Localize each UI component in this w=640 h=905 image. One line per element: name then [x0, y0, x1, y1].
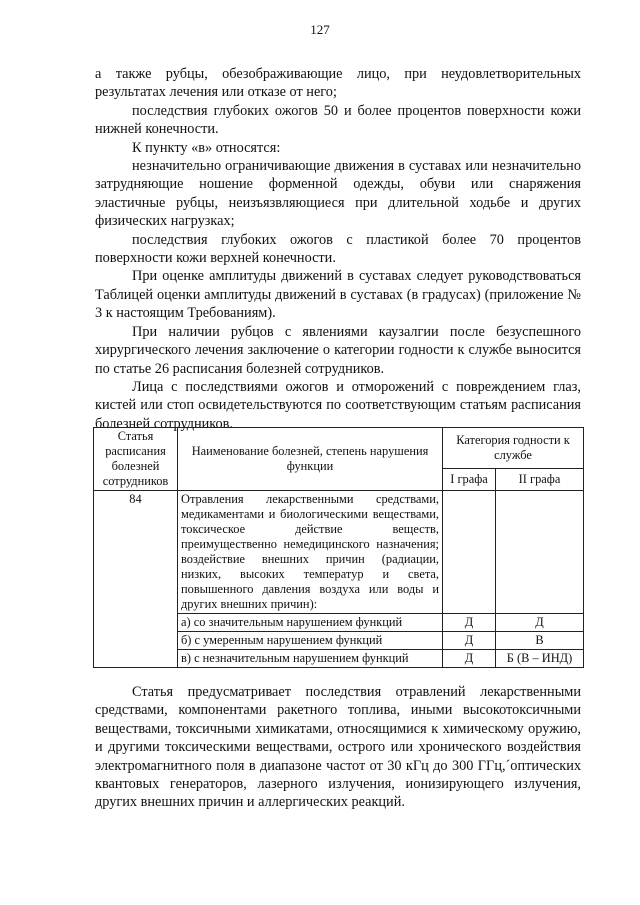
row-label: б) с умеренным нарушением функций	[178, 632, 443, 650]
row-col1: Д	[443, 614, 496, 632]
bottom-text-block	[95, 683, 581, 812]
table-header-row	[94, 428, 584, 469]
row-col2: Б (В – ИНД)	[496, 650, 584, 668]
empty-cell	[496, 491, 584, 614]
row-col1: Д	[443, 650, 496, 668]
paragraph: последствия глубоких ожогов 50 и более процентов поверхности кожи нижней конечности.	[95, 102, 581, 138]
header-category: Категория годности к службе	[443, 428, 584, 469]
row-label: в) с незначительным нарушением функций	[178, 650, 443, 668]
table-row	[94, 491, 584, 614]
header-name: Наименование болезней, степень нарушения функции	[178, 428, 443, 491]
page-number: 127	[310, 22, 330, 37]
disease-table	[93, 427, 584, 668]
paragraph: Статья предусматривает последствия отравлений лекарственными средствами, компонентами ракетного топлива, иными высокотоксичными веществами, токсичными химикатами, относящимися к химическому оружию, и другими токсическими веществами, острого или хронического воздействия электромагнитного поля в диапазоне частот от 30 кГц до 300 ГГц,´оптических квантовых генераторов, лазерного излучения, ионизирующего излучения, других внешних причин и аллергических реакций.	[95, 684, 581, 811]
paragraph: При оценке амплитуды движений в суставах следует руководствоваться Таблицей оценки амплитуды движений в суставах (в градусах) (приложение № 3 к настоящим Требованиям).	[95, 268, 581, 322]
header-article: Статья расписания болезней сотрудников	[94, 428, 178, 491]
header-col2: II графа	[496, 468, 584, 490]
header-col1: I графа	[443, 468, 496, 490]
paragraph: незначительно ограничивающие движения в суставах или незначительно затрудняющие ношение форменной одежды, обуви или снаряжения эластичные рубцы, неизъязвляющиеся при длительной ходьбе и других физических нагрузках;	[95, 158, 581, 230]
paragraph: а также рубцы, обезображивающие лицо, при неудовлетворительных результатах лечения или отказе от него;	[95, 66, 581, 101]
row-label: а) со значительным нарушением функций	[178, 614, 443, 632]
paragraph: Лица с последствиями ожогов и отморожений с повреждением глаз, кистей или стоп освидетельствуются по соответствующим статьям расписания болезней сотрудников.	[95, 378, 581, 432]
article-number: 84	[94, 491, 178, 668]
paragraph: К пункту «в» относятся:	[132, 139, 281, 156]
top-text-block	[95, 65, 581, 433]
empty-cell	[443, 491, 496, 614]
row-col1: Д	[443, 632, 496, 650]
main-description: Отравления лекарственными средствами, медикаментами и биологическими веществами, токсическое действие веществ, преимущественно немедицинского назначения; воздействие внешних причин (радиации, низких, высоких температур и света, повышенного давления воздуха или воды и других внешних причин):	[178, 491, 443, 614]
row-col2: Д	[496, 614, 584, 632]
paragraph: При наличии рубцов с явлениями каузалгии после безуспешного хирургического лечения заключение о категории годности к службе выносится по статье 26 расписания болезней сотрудников.	[95, 323, 581, 377]
paragraph: последствия глубоких ожогов с пластикой более 70 процентов поверхности кожи верхней конечности.	[95, 231, 581, 267]
row-col2: В	[496, 632, 584, 650]
